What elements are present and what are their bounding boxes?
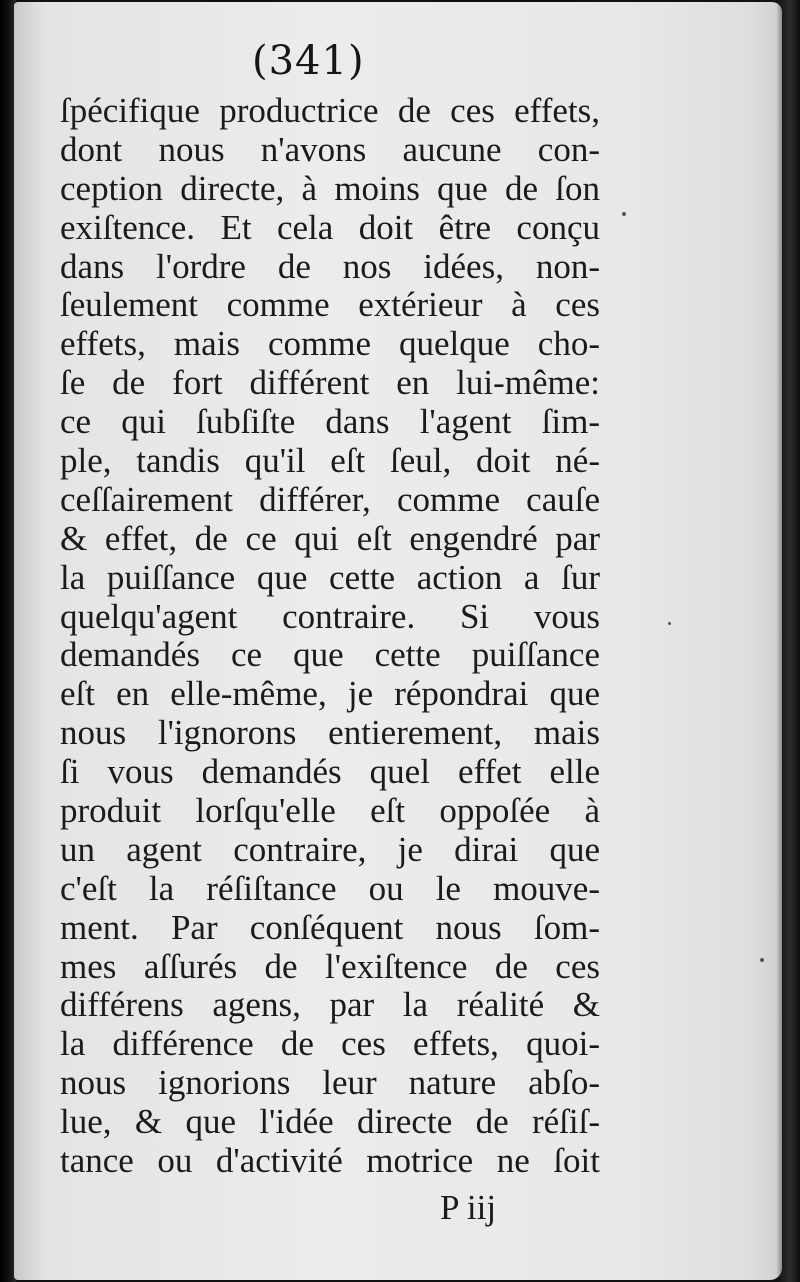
- text-line: ment. Par conſéquent nous ſom-: [60, 907, 600, 947]
- text-line: ſe de fort différent en lui-même:: [60, 363, 600, 403]
- text-line: un agent contraire, je dirai que: [60, 829, 600, 869]
- page-number: (341): [252, 38, 365, 84]
- text-line: ceſſairement différer, comme cauſe: [60, 479, 600, 519]
- text-line: & effet, de ce qui eſt engendré par: [60, 518, 600, 558]
- text-line: exiſtence. Et cela doit être conçu: [60, 207, 600, 247]
- text-line: eſt en elle-même, je répondrai que: [60, 674, 600, 714]
- text-line: demandés ce que cette puiſſance: [60, 635, 600, 675]
- text-line: nous l'ignorons entierement, mais: [60, 713, 600, 753]
- text-line: ſi vous demandés quel effet elle: [60, 752, 600, 792]
- text-line: quelqu'agent contraire. Si vous: [60, 596, 600, 636]
- text-line: ple, tandis qu'il eſt ſeul, doit né-: [60, 441, 600, 481]
- text-line: produit lorſqu'elle eſt oppoſée à: [60, 791, 600, 831]
- body-text: [60, 92, 600, 1181]
- text-line: ſeulement comme extérieur à ces: [60, 285, 600, 325]
- paper-speck: [668, 622, 671, 625]
- text-line: ce qui ſubſiſte dans l'agent ſim-: [60, 402, 600, 442]
- text-line: différens agens, par la réalité &: [60, 985, 600, 1025]
- text-line: la différence de ces effets, quoi-: [60, 1024, 600, 1064]
- text-line: dans l'ordre de nos idées, non-: [60, 246, 600, 286]
- paper-speck: [622, 212, 626, 216]
- text-line: ſpécifique productrice de ces effets,: [60, 91, 600, 130]
- text-line: mes aſſurés de l'exiſtence de ces: [60, 946, 600, 986]
- paper-speck: [760, 958, 764, 962]
- text-line: nous ignorions leur nature abſo-: [60, 1063, 600, 1103]
- text-line: tance ou d'activité motrice ne ſoit: [60, 1141, 600, 1181]
- text-line: la puiſſance que cette action a ſur: [60, 557, 600, 597]
- text-line: c'eſt la réſiſtance ou le mouve-: [60, 868, 600, 908]
- text-line: lue, & que l'idée directe de réſiſ-: [60, 1102, 600, 1142]
- page-edge-shadow: [776, 0, 800, 1282]
- text-line: effets, mais comme quelque cho-: [60, 324, 600, 364]
- catchword-signature: P iij: [440, 1188, 497, 1227]
- text-line: dont nous n'avons aucune con-: [60, 129, 600, 169]
- text-line: ception directe, à moins que de ſon: [60, 168, 600, 208]
